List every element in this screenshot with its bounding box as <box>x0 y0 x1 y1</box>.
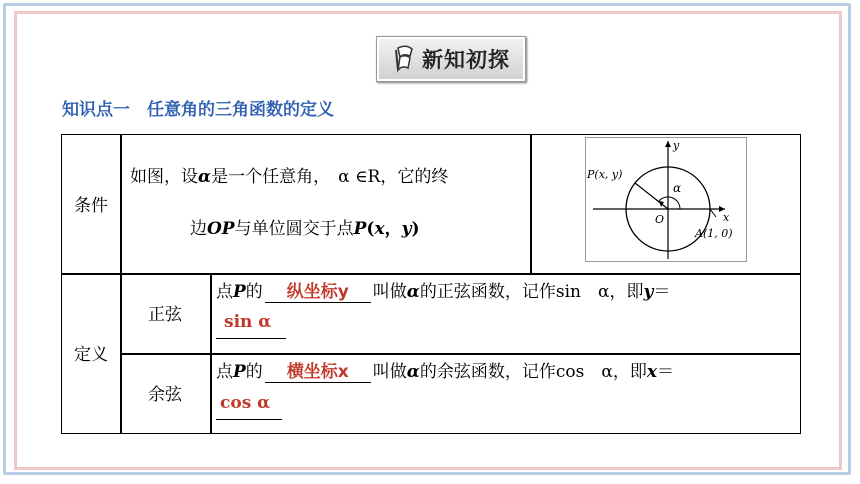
text: 如图，设 <box>130 167 198 187</box>
label-origin: O <box>655 213 665 226</box>
text: ＝ <box>657 362 674 382</box>
text: 叫做 <box>372 362 407 382</box>
text: α ∈R，它的终 <box>338 167 449 187</box>
alpha-symbol: α <box>406 282 420 302</box>
text: 的正弦函数，记作sin α，即 <box>419 282 644 302</box>
cosine-answer: cos α <box>216 393 282 420</box>
segment-op: OP <box>207 219 235 239</box>
text: 是一个任意角， <box>211 167 331 187</box>
sine-answer: sin α <box>216 312 286 339</box>
condition-label: 条件 <box>74 195 108 216</box>
var-x: x <box>374 219 385 239</box>
table-divider <box>120 353 800 355</box>
label-point-p: P(x, y) <box>587 168 623 181</box>
table-divider <box>530 135 532 273</box>
scroll-icon <box>392 44 418 74</box>
definition-label: 定义 <box>74 344 108 365</box>
text: 边 <box>190 219 207 239</box>
cosine-definition <box>216 357 674 383</box>
text: ＝ <box>653 282 671 302</box>
alpha-symbol: α <box>406 362 420 382</box>
label-y-axis: y <box>673 139 680 152</box>
var-y: y <box>401 219 412 239</box>
sine-blank-answer: 纵坐标y <box>265 277 371 303</box>
sine-definition <box>216 277 670 303</box>
point-p: P <box>233 282 246 302</box>
label-point-a: A(1, 0) <box>695 227 733 240</box>
label-x-axis: x <box>723 211 730 224</box>
point-p: P <box>353 219 367 239</box>
cosine-label: 余弦 <box>148 384 182 405</box>
text: 与单位圆交于点 <box>234 219 354 239</box>
var-x: x <box>646 362 657 382</box>
var-y: y <box>643 282 654 302</box>
text: 的 <box>245 282 263 302</box>
sine-label: 正弦 <box>148 304 182 325</box>
text: 的 <box>245 362 263 382</box>
unit-circle-figure <box>585 137 747 262</box>
text: ， <box>384 219 402 239</box>
text: 点 <box>216 282 233 302</box>
text: ) <box>411 219 420 239</box>
text: 点 <box>216 362 233 382</box>
label-angle: α <box>673 181 682 195</box>
section-title: 知识点一 任意角的三角函数的定义 <box>62 100 334 120</box>
alpha-symbol: α <box>198 167 212 187</box>
text: 的余弦函数，记作cos α，即 <box>419 362 647 382</box>
text: ( <box>366 219 375 239</box>
text: 叫做 <box>372 282 407 302</box>
banner-title: 新知初探 <box>422 48 510 72</box>
section-banner <box>376 36 526 82</box>
point-p: P <box>233 362 246 382</box>
cosine-blank-answer: 横坐标x <box>265 357 371 383</box>
